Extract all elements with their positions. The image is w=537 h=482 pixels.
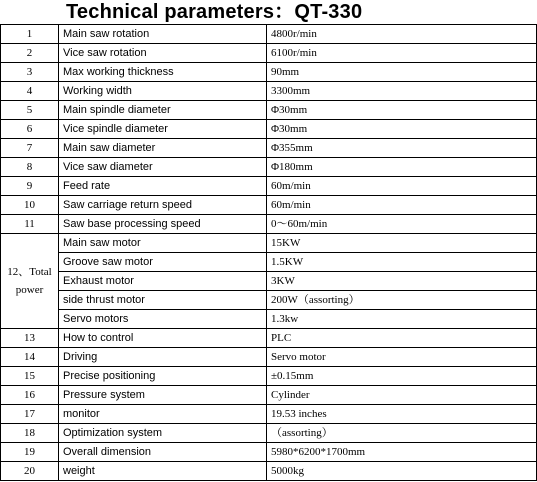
parameter-value: 5000kg: [267, 462, 537, 481]
table-row: [1, 234, 537, 253]
table-row: [1, 291, 537, 310]
parameter-value: 0～60m/min: [267, 215, 537, 234]
parameter-value: Φ180mm: [267, 158, 537, 177]
group-label-line1: 12、Total: [7, 266, 52, 278]
parameter-name: Overall dimension: [59, 443, 267, 462]
parameter-name: monitor: [59, 405, 267, 424]
row-number: 7: [1, 139, 59, 158]
parameter-value: ±0.15mm: [267, 367, 537, 386]
parameter-value: 5980*6200*1700mm: [267, 443, 537, 462]
parameter-value: 1.3kw: [267, 310, 537, 329]
parameter-name: Main saw rotation: [59, 25, 267, 44]
table-row: [1, 405, 537, 424]
parameter-value: Φ355mm: [267, 139, 537, 158]
row-number: 17: [1, 405, 59, 424]
table-row: [1, 120, 537, 139]
technical-parameters-table: [0, 24, 537, 481]
parameter-name: Pressure system: [59, 386, 267, 405]
table-row: [1, 44, 537, 63]
parameter-name: Max working thickness: [59, 63, 267, 82]
parameter-name: Vice spindle diameter: [59, 120, 267, 139]
parameter-name: Driving: [59, 348, 267, 367]
parameter-name: Main saw motor: [59, 234, 267, 253]
parameter-name: Groove saw motor: [59, 253, 267, 272]
table-row: [1, 253, 537, 272]
row-number: 18: [1, 424, 59, 443]
table-row: [1, 386, 537, 405]
parameter-value: PLC: [267, 329, 537, 348]
parameter-value: Φ30mm: [267, 101, 537, 120]
table-row: [1, 424, 537, 443]
row-number: 6: [1, 120, 59, 139]
parameter-name: Optimization system: [59, 424, 267, 443]
parameter-name: side thrust motor: [59, 291, 267, 310]
parameter-value: Φ30mm: [267, 120, 537, 139]
row-number: 10: [1, 196, 59, 215]
parameter-value: 15KW: [267, 234, 537, 253]
row-number: 20: [1, 462, 59, 481]
row-number: 8: [1, 158, 59, 177]
parameter-name: Saw carriage return speed: [59, 196, 267, 215]
row-number: 1: [1, 25, 59, 44]
parameter-value: 60m/min: [267, 177, 537, 196]
parameter-value: 200W（assorting）: [267, 291, 537, 310]
table-row: [1, 177, 537, 196]
parameter-value: 90mm: [267, 63, 537, 82]
parameter-value: Servo motor: [267, 348, 537, 367]
table-row: [1, 101, 537, 120]
parameter-value: 3300mm: [267, 82, 537, 101]
parameter-name: Exhaust motor: [59, 272, 267, 291]
table-row: [1, 25, 537, 44]
table-row: [1, 462, 537, 481]
table-row: [1, 310, 537, 329]
document-title: [0, 0, 537, 24]
parameter-name: Precise positioning: [59, 367, 267, 386]
row-number: 15: [1, 367, 59, 386]
table-row: [1, 139, 537, 158]
parameter-value: Cylinder: [267, 386, 537, 405]
parameter-value: 19.53 inches: [267, 405, 537, 424]
parameter-name: Main spindle diameter: [59, 101, 267, 120]
table-row: [1, 329, 537, 348]
table-row: [1, 215, 537, 234]
parameter-value: （assorting）: [267, 424, 537, 443]
table-row: [1, 272, 537, 291]
table-row: [1, 348, 537, 367]
row-number: 19: [1, 443, 59, 462]
parameter-value: 6100r/min: [267, 44, 537, 63]
parameter-name: Vice saw diameter: [59, 158, 267, 177]
parameter-name: Saw base processing speed: [59, 215, 267, 234]
parameter-name: weight: [59, 462, 267, 481]
parameter-value: 3KW: [267, 272, 537, 291]
row-number: 14: [1, 348, 59, 367]
row-number: 13: [1, 329, 59, 348]
row-number: 9: [1, 177, 59, 196]
table-row: [1, 443, 537, 462]
table-row: [1, 82, 537, 101]
row-number: 3: [1, 63, 59, 82]
parameter-value: 4800r/min: [267, 25, 537, 44]
table-row: [1, 158, 537, 177]
parameter-name: Feed rate: [59, 177, 267, 196]
parameter-name: Vice saw rotation: [59, 44, 267, 63]
table-row: [1, 367, 537, 386]
total-power-group-label: [1, 234, 59, 329]
parameter-value: 60m/min: [267, 196, 537, 215]
row-number: 2: [1, 44, 59, 63]
parameter-name: How to control: [59, 329, 267, 348]
group-label-line2: power: [15, 284, 44, 296]
table-row: [1, 196, 537, 215]
title-text: Technical parameters：QT-330: [66, 1, 363, 23]
row-number: 4: [1, 82, 59, 101]
row-number: 5: [1, 101, 59, 120]
parameter-name: Main saw diameter: [59, 139, 267, 158]
row-number: 11: [1, 215, 59, 234]
table-row: [1, 63, 537, 82]
parameter-name: Servo motors: [59, 310, 267, 329]
row-number: 16: [1, 386, 59, 405]
parameter-value: 1.5KW: [267, 253, 537, 272]
parameter-name: Working width: [59, 82, 267, 101]
